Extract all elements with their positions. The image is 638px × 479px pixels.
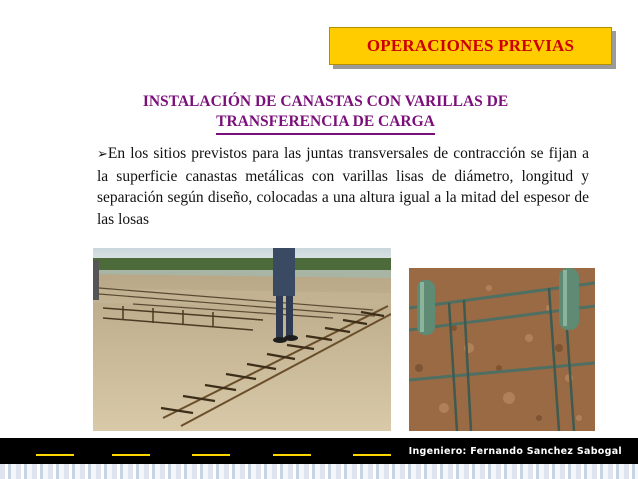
slide-title-box: [329, 27, 612, 65]
footer-dash: [353, 454, 391, 456]
dowel-baskets-photo: [93, 248, 391, 431]
arrow-bullet-icon: ➢: [97, 147, 108, 162]
body-paragraph: [97, 143, 589, 230]
footer-dash: [112, 454, 150, 456]
footer-dash: [273, 454, 311, 456]
footer-dash: [36, 454, 74, 456]
author-credit: Ingeniero: Fernando Sanchez Sabogal: [408, 446, 622, 457]
dowel-closeup-photo: [409, 268, 595, 431]
subtitle-line-1: INSTALACIÓN DE CANASTAS CON VARILLAS DE: [142, 93, 509, 110]
slide-subtitle: [98, 92, 553, 135]
footer-dash: [192, 454, 230, 456]
body-text: En los sitios previstos para las juntas transversales de contracción se fijan a la superficie canastas metálicas con varillas lisas de diámetro, longitud y separación según diseño, colocadas a una altura igual a la mitad del espesor de las losas: [97, 145, 589, 228]
footer-texture: [0, 464, 638, 479]
slide-title: OPERACIONES PREVIAS: [366, 36, 575, 55]
subtitle-line-2: TRANSFERENCIA DE CARGA: [216, 112, 435, 135]
footer-bar: [0, 438, 638, 464]
